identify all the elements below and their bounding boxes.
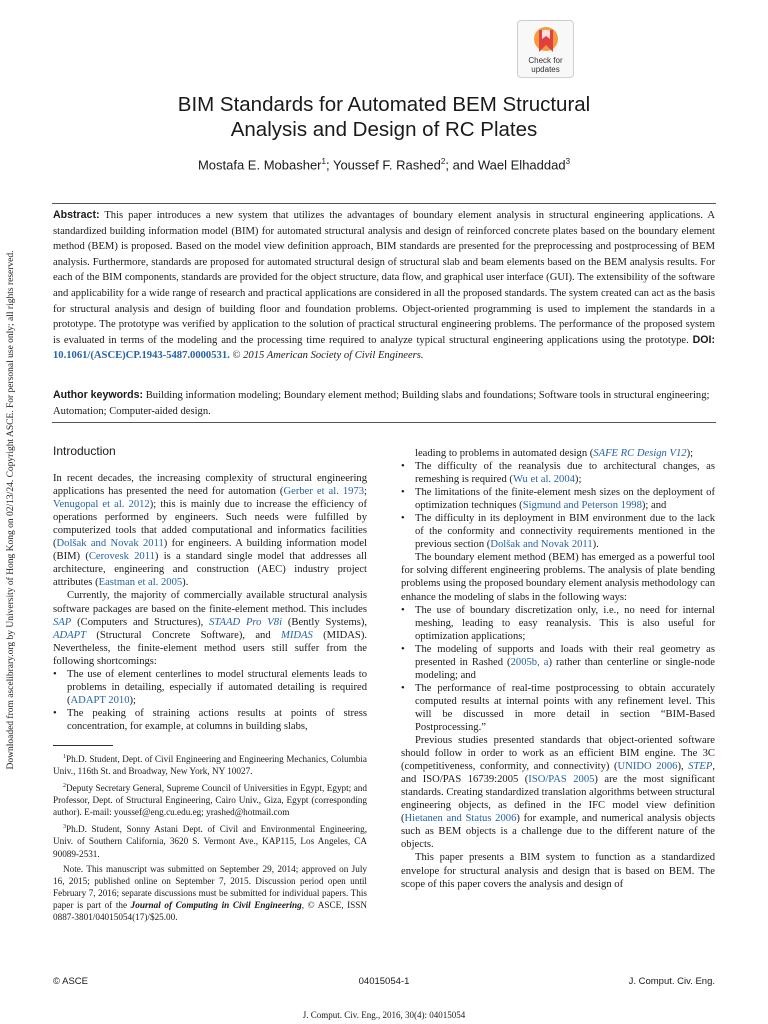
footnotes <box>53 751 367 926</box>
author-name: Mostafa E. Mobasher <box>197 157 322 173</box>
text-run: ). <box>182 577 189 589</box>
software-link[interactable]: ADAPT <box>53 629 86 641</box>
text-run: ) is a standard single model that addresses all architecture, engineering and construction (AEC) industry project attributes ( <box>53 551 367 589</box>
text-run: Previous studies presented standards that object-oriented software should follow in order to work as an efficient BIM engine. The 3C (competitiveness, conformity, and connectivity) ( <box>401 735 715 773</box>
text-run: ) rather than centerline or single-node modeling; and <box>415 656 716 681</box>
text-run: , and ISO/PAS 16739:2005 ( <box>401 761 715 786</box>
text-run: ) are the most significant standards. Creating standardized translation algorithms between structural engineering objects, as defined in the IFC model view definition ( <box>401 774 715 825</box>
author-list <box>60 157 708 172</box>
reference-link[interactable]: SAFE RC Design V12 <box>593 448 687 459</box>
intro-paragraph-2 <box>53 589 367 667</box>
intro-paragraph-4 <box>401 734 715 851</box>
keywords-text: Building information modeling; Boundary element method; Building slabs and foundations; Software tools in structural engineering; Automation; Computer-aided design. <box>53 390 710 417</box>
text-run: ). <box>592 539 599 551</box>
text-run: ) for engineers. A building information model (BIM) ( <box>53 538 367 563</box>
software-link[interactable]: STAAD Pro V8i <box>209 616 283 628</box>
check-for-updates-badge[interactable] <box>517 20 574 78</box>
manuscript-note <box>53 863 367 923</box>
author-separator: ; and <box>445 157 478 173</box>
author-affiliation-mark: 2 <box>440 157 446 166</box>
abstract <box>53 208 715 364</box>
reference-link[interactable]: 2005b, a <box>510 656 549 668</box>
intro-paragraph-5: This paper presents a BIM system to function as a standardized envelope for structural analysis and design that is based on BEM. The scope of this paper covers the analysis and design of <box>401 852 715 890</box>
reference-link[interactable]: Hietanen and Status 2006 <box>404 813 517 825</box>
shortcomings-list-continued <box>401 460 715 551</box>
reference-link[interactable]: Sigmund and Peterson 1998 <box>522 500 642 512</box>
text-run: ); <box>686 448 694 459</box>
footnote-3 <box>53 821 367 859</box>
title-line-2: Analysis and Design of RC Plates <box>230 118 538 141</box>
abstract-text: This paper introduces a new system that utilizes the advantages of boundary element analysis in structural engineering applications. A standardized building information model (BIM) for automated structural analysis and design of reinforced concrete plates based on the boundary element method (BEM) is proposed. Based on the model view definition approach, BIM standards are presented for the preprocessing and postprocessing of BEM analysis. Furthermore, standards are proposed for automated structural design of structural slab and beam elements based on the BEM analysis results. For each of the BIM components, standards are provided for the object structure, data flow, and graphical user interface (GUI). The extensibility of the software and applicability for a wide range of research and practical applications are considered in all the proposed standards. The system created can act as the basis for structural analysis and design of building floor and foundation problems. Object-oriented programming is used to implement the standards in a prototype. The prototype was verified by application to the solution of practical structural engineering problems. The performance of the proposed system is evaluated in terms of the modeling and the processing time required to analyze typical structural engineering applications using the prototype. <box>53 210 715 346</box>
text-run: ), <box>677 761 689 773</box>
footer-publisher: © ASCE <box>53 976 88 987</box>
footer-journal: J. Comput. Civ. Eng. <box>628 976 715 987</box>
bem-advantages-list <box>401 604 715 734</box>
reference-link[interactable]: Dolšak and Novak 2011 <box>490 539 593 551</box>
footnote-text: Ph.D. Student, Dept. of Civil Engineering and Engineering Mechanics, Columbia Univ., 116th St. and Broadway, New York, NY 10027. <box>53 754 367 777</box>
text-run: (MIDAS). Nevertheless, the finite-element method users still suffer from the following shortcomings: <box>53 629 367 667</box>
author-name: Youssef F. Rashed <box>332 157 441 173</box>
text-run: ); <box>129 694 136 706</box>
bullet-continuation <box>401 447 715 460</box>
list-item <box>53 707 367 733</box>
list-item <box>401 643 715 682</box>
citation-line: J. Comput. Civ. Eng., 2016, 30(4): 04015054 <box>302 1010 466 1020</box>
download-watermark <box>3 230 19 790</box>
footnote-2 <box>53 780 367 818</box>
author-separator: ; <box>325 157 333 173</box>
bookmark-icon <box>533 26 559 54</box>
text-run: The peaking of straining actions results at points of stress concentration, for example, at columns in building slabs, <box>67 707 367 732</box>
footnote-1 <box>53 751 367 777</box>
list-item <box>401 512 715 551</box>
title-line-1: BIM Standards for Automated BEM Structural <box>177 93 591 116</box>
footnote-text: Ph.D. Student, Sonny Astani Dept. of Civil and Environmental Engineering, Univ. of Southern California, 3620 S. Vermont Ave., KAP115, Los Angeles, CA 90089-2531. <box>53 824 367 859</box>
footer-article-number: 04015054-1 <box>358 976 410 987</box>
text-run: (Computers and Structures), <box>71 616 210 628</box>
text-run: , © ASCE, ISSN 0887-3801/04015054(17)/$25.00. <box>53 899 367 922</box>
author-keywords <box>53 388 715 419</box>
keywords-label: Author keywords: <box>53 389 144 401</box>
journal-name: Journal of Computing in Civil Engineering <box>130 899 302 910</box>
footnote-mark: 3 <box>63 824 66 831</box>
intro-paragraph-3: The boundary element method (BEM) has emerged as a powerful tool for solving different engineering problems. The analysis of plate bending problems using the proposed boundary element analysis methodology can enhance the modeling of slabs in the following ways: <box>401 552 715 603</box>
text-run: (Bently Systems), <box>282 616 367 628</box>
text-run: ) for example, and numerical analysis objects such as BEM objects is a challenge due to the different nature of the objects. <box>401 813 715 851</box>
author-name: Wael Elhaddad <box>477 157 566 173</box>
text-run: ; <box>364 486 367 498</box>
reference-link[interactable]: UNIDO 2006 <box>617 761 678 773</box>
page-footer <box>53 976 715 990</box>
text-run: ); this is mainly due to increase the efficiency of operations performed by engineers. Such needs were fulfilled by computerized tools that added computational and informatics facilities ( <box>53 499 367 550</box>
copyright-line: © 2015 American Society of Civil Engineers. <box>229 350 424 362</box>
doi-link[interactable]: 10.1061/(ASCE)CP.1943-5487.0000531. <box>53 350 230 362</box>
doi-label: DOI: <box>692 333 715 346</box>
text-run: ); and <box>641 500 667 512</box>
reference-link[interactable]: ISO/PAS 2005 <box>528 774 595 786</box>
list-item <box>53 668 367 707</box>
reference-link[interactable]: Cerovesk 2011 <box>88 551 155 563</box>
download-watermark-text: Downloaded from ascelibrary.org by University of Hong Kong on 02/13/24. Copyright ASCE. For personal use only; all rights reserved. <box>6 250 16 770</box>
intro-paragraph-1 <box>53 472 367 589</box>
footnote-mark: 2 <box>63 783 66 790</box>
software-link[interactable]: MIDAS <box>281 629 313 641</box>
list-item <box>401 486 715 512</box>
text-run: In recent decades, the increasing complexity of structural engineering applications has presented the need for automation ( <box>53 473 367 498</box>
list-item: • The use of boundary discretization only, i.e., no need for internal meshing, leading to easy reanalysis. This is also useful for optimization applications; <box>401 604 715 643</box>
author-affiliation-mark: 3 <box>565 157 571 166</box>
reference-link[interactable]: Wu et al. 2004 <box>512 474 575 486</box>
reference-link[interactable]: STEP <box>688 761 713 773</box>
text-run: Note. This manuscript was submitted on September 29, 2014; approved on July 16, 2015; published online on September 7, 2015. Discussion period open until February 7, 2016; separate discussions must be submitted for individual papers. This paper is part of the <box>53 863 367 910</box>
list-item: • The performance of real-time postprocessing to obtain accurately computed results at internal points with any refinement level. This will be discussed in more detail in section “BIM-Based Postprocessing.” <box>401 682 715 734</box>
reference-link[interactable]: Gerber et al. 1973 <box>283 486 365 498</box>
footnote-text: Deputy Secretary General, Supreme Council of Universities in Egypt, Egypt; and Professor, Dept. of Structural Engineering, Cairo Univ., Giza, Egypt (corresponding author). E-mail: youssef@eng.cu.edu.eg; yrashed@hotmail.com <box>53 783 367 818</box>
abstract-label: Abstract: <box>53 209 100 221</box>
section-heading-introduction: Introduction <box>53 444 116 458</box>
text-run: Currently, the majority of commercially available structural analysis software packages are based on the finite-element method. This includes <box>53 590 367 615</box>
shortcomings-list <box>53 668 367 733</box>
footnote-rule <box>53 745 113 746</box>
left-column <box>53 445 367 733</box>
paper-title <box>60 92 708 142</box>
right-column <box>401 447 715 891</box>
text-run: The limitations of the finite-element mesh sizes on the deployment of optimization techniques ( <box>415 487 715 512</box>
badge-line-1: Check for <box>528 56 563 65</box>
reference-link[interactable]: ADAPT 2010 <box>70 694 130 706</box>
text-run: leading to problems in automated design ( <box>415 448 594 459</box>
reference-link[interactable]: Venugopal et al. 2012 <box>53 499 150 511</box>
text-run: The use of element centerlines to model structural elements leads to problems in detailing, especially if automated detailing is required ( <box>67 668 367 706</box>
text-run: The difficulty in its deployment in BIM environment due to the lack of the conformity and connectivity requirements mentioned in the previous section ( <box>415 513 715 551</box>
badge-line-2: updates <box>531 65 560 74</box>
text-run: The difficulty of the reanalysis due to architectural changes, as remeshing is required ( <box>415 461 715 486</box>
list-item <box>401 460 715 486</box>
software-link[interactable]: SAP <box>53 616 72 628</box>
reference-link[interactable]: Eastman et al. 2005 <box>98 577 183 589</box>
reference-link[interactable]: Dolšak and Novak 2011 <box>56 538 164 550</box>
text-run: (Structural Concrete Software), and <box>85 629 282 641</box>
text-run: The modeling of supports and loads with their real geometry as presented in Rashed ( <box>415 643 715 668</box>
footnote-mark: 1 <box>63 754 66 760</box>
text-run: ); <box>574 474 582 486</box>
author-affiliation-mark: 1 <box>321 157 326 166</box>
